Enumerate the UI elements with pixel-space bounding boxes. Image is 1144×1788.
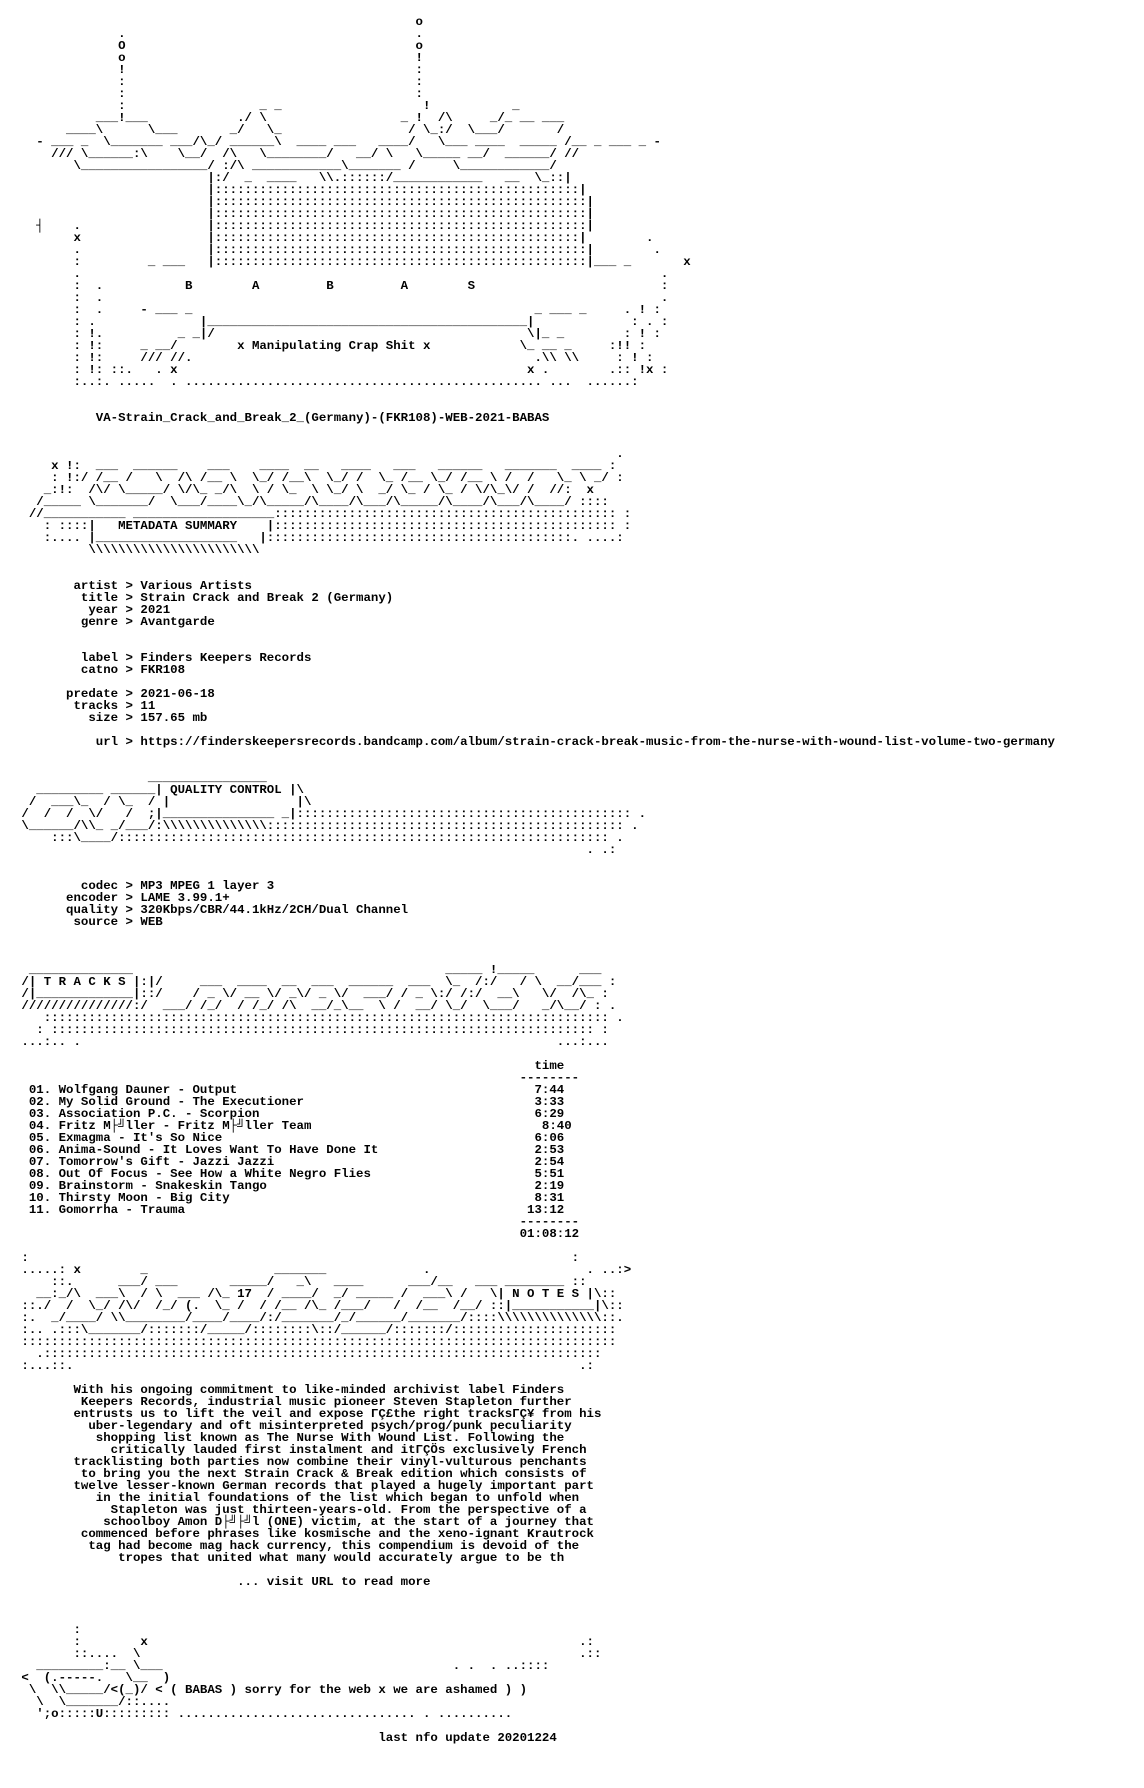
nfo-line: catno > FKR108 [14, 663, 186, 677]
nfo-line: |:/ _ ____ \\.::::::/____________ __ \_::| [14, 171, 572, 185]
nfo-line: title > Strain Crack and Break 2 (Germany) [14, 591, 394, 605]
nfo-line: ___!___ ./ \ _ ! /\ _/_ __ ___ [14, 111, 565, 125]
nfo-line: ... visit URL to read more [14, 1575, 431, 1589]
nfo-line: ::. ___/ ___ _____/ _\ ____ ___/__ ___ ________ :: [14, 1275, 587, 1289]
nfo-line: 02. My Solid Ground - The Executioner 3:33 [14, 1095, 565, 1109]
nfo-line: : ::::| METADATA SUMMARY |:::::::::::::::::::::::::::::::::::::::::::::: : [14, 519, 632, 533]
nfo-line: 08. Out Of Focus - See How a White Negro Flies 5:51 [14, 1167, 565, 1181]
nfo-line: : . B A B A S : [14, 279, 669, 293]
nfo-line: size > 157.65 mb [14, 711, 208, 725]
nfo-line: ///////////////:/ ___/ /_/ / /_/ /\ __/_\__ \ / __/ \_/ \___/ _/\__/ : . [14, 999, 617, 1013]
nfo-line: |::::::::::::::::::::::::::::::::::::::::::::::::::| [14, 195, 594, 209]
nfo-line: 11. Gomorrha - Trauma 13:12 [14, 1203, 565, 1217]
nfo-line: /|_____________|::/ / _ \/ __ \/ _\/ _ \/ ___/ / _ \:/ /:/ __\ \/ /\_ : [14, 987, 609, 1001]
nfo-line: \\\\\\\\\\\\\\\\\\\\\\\ [14, 543, 260, 557]
nfo-line: tropes that united what many would accurately argue to be th [14, 1551, 565, 1565]
nfo-line: : [14, 1623, 81, 1637]
nfo-line: 06. Anima-Sound - It Loves Want To Have Done It 2:53 [14, 1143, 565, 1157]
nfo-line: . .: [14, 843, 617, 857]
nfo-line: schoolboy Amon D├╝├╝l (ONE) victim, at the start of a journey that [14, 1515, 594, 1529]
nfo-line: last nfo update 20201224 [14, 1731, 557, 1744]
nfo-line: :. _/____/ \\________/____/____/:/_______/_/______/_______/::::\\\\\\\\\\\\\\::. [14, 1311, 624, 1325]
nfo-line: : . - ___ _ _ ___ _ . ! : [14, 303, 661, 317]
nfo-line: : !. _ _|/ \|_ _ : ! : [14, 327, 661, 341]
nfo-line: : : [14, 1251, 580, 1265]
nfo-line: tracks > 11 [14, 699, 156, 713]
nfo-line: : . . [14, 291, 669, 305]
nfo-line: ::./ / \_/ /\/ /_/ (. \_ / / /__ /\_ /___/ / /__ /__/ ::|___________|\:: [14, 1299, 624, 1313]
nfo-line: Stapleton was just thirteen-years-old. From the perspective of a [14, 1503, 587, 1517]
nfo-line: _________:__ \___ . . . ..:::: [14, 1659, 550, 1673]
nfo-line: : : [14, 75, 423, 89]
nfo-line: 01:08:12 [14, 1227, 580, 1241]
nfo-line: O o [14, 39, 423, 53]
nfo-line: / ___\_ / \_ / | |\ [14, 795, 312, 809]
nfo-line: . . [14, 27, 423, 41]
nfo-line: :..:. ..... . ................................................ ... ......: [14, 375, 639, 389]
nfo-line: uber-legendary and oft misinterpreted psych/prog/punk peculiarity [14, 1419, 572, 1433]
nfo-line: codec > MP3 MPEG 1 layer 3 [14, 879, 275, 893]
nfo-line: _:!: /\/ \_____/ \/\_ _/\ \ / \_ \ \_/ \ _/ \_ / \_ / \/\_\/ / //: x [14, 483, 594, 497]
nfo-line: predate > 2021-06-18 [14, 687, 215, 701]
nfo-line: - ___ _ \_______ ___/\_/ ______\ ____ ___ ____/ \___ ____ _____ /__ _ ___ _ - [14, 135, 661, 149]
nfo-line: /_____ \_______/ \___/____\_/\_____/\____/\___/\_____/\____/\___/\____/ :::: [14, 495, 609, 509]
nfo-line: .::::::::::::::::::::::::::::::::::::::::::::::::::::::::::::::::::::::::::: [14, 1347, 602, 1361]
nfo-line: entrusts us to lift the veil and expose ΓÇ£the right tracksΓÇ¥ from his [14, 1407, 602, 1421]
nfo-line: ┤ . |::::::::::::::::::::::::::::::::::::::::::::::::::| [14, 219, 594, 233]
nfo-line: 09. Brainstorm - Snakeskin Tango 2:19 [14, 1179, 565, 1193]
nfo-line: \_________________/ :/\ ____________\_______ / \____________/ [14, 159, 557, 173]
nfo-line: critically lauded first instalment and itΓÇÖs exclusively French [14, 1443, 587, 1457]
nfo-line: x !: ___ ______ ___ ____ __ ____ ___ ______ _______ ____ : [14, 459, 617, 473]
nfo-line: __:_/\ ___\ / \ ___ /\_ 17 / ____/ _/ _____ / ___\ / \| N O T E S |\:: [14, 1287, 617, 1301]
nfo-line: time [14, 1059, 565, 1073]
nfo-line: source > WEB [14, 915, 163, 929]
nfo-text-block [0, 4, 1144, 1744]
nfo-line: : _ _ ! _ [14, 99, 520, 113]
nfo-line: With his ongoing commitment to like-minded archivist label Finders [14, 1383, 565, 1397]
nfo-line: . |::::::::::::::::::::::::::::::::::::::::::::::::::| . [14, 243, 661, 257]
nfo-line: x |:::::::::::::::::::::::::::::::::::::::::::::::::| . [14, 231, 654, 245]
nfo-line: label > Finders Keepers Records [14, 651, 312, 665]
nfo-line: ...:.. . ...:... [14, 1035, 609, 1049]
nfo-line: o ! [14, 51, 423, 65]
nfo-line: |:::::::::::::::::::::::::::::::::::::::::::::::::| [14, 183, 587, 197]
nfo-line: :...::. .: [14, 1359, 594, 1373]
nfo-line: url > https://finderskeepersrecords.bandcamp.com/album/strain-crack-break-music-from-the-nurse-with-wound-list-volume-two-germany [14, 735, 1055, 749]
nfo-line: tag had become mag hack currency, this compendium is devoid of the [14, 1539, 580, 1553]
nfo-line: VA-Strain_Crack_and_Break_2_(Germany)-(FKR108)-WEB-2021-BABAS [14, 411, 550, 425]
nfo-line: 04. Fritz M├╝ller - Fritz M├╝ller Team 8:40 [14, 1119, 572, 1133]
nfo-line: : : [14, 87, 423, 101]
nfo-line: encoder > LAME 3.99.1+ [14, 891, 230, 905]
nfo-line: .....: x _ _______ . . ..:> [14, 1263, 632, 1277]
nfo-line: ________________ [14, 771, 267, 785]
nfo-line: 05. Exmagma - It's So Nice 6:06 [14, 1131, 565, 1145]
nfo-line: \ \_______/::.... [14, 1695, 178, 1709]
nfo-line: : _ ___ |::::::::::::::::::::::::::::::::::::::::::::::::::|___ _ x [14, 255, 691, 269]
nfo-line: tracklisting both parties now combine their vinyl-vulturous penchants [14, 1455, 587, 1469]
nfo-line: artist > Various Artists [14, 579, 252, 593]
nfo-line: in the initial foundations of the list which began to unfold when [14, 1491, 580, 1505]
nfo-line: quality > 320Kbps/CBR/44.1kHz/2CH/Dual Channel [14, 903, 409, 917]
nfo-line: : ::::::::::::::::::::::::::::::::::::::::::::::::::::::::::::::::::::::::: : [14, 1023, 609, 1037]
nfo-line: o [14, 15, 423, 29]
nfo-line: . [14, 447, 624, 461]
nfo-line: / / / \/ / ;|_______________ _|::::::::::::::::::::::::::::::::::::::::::::: . [14, 807, 647, 821]
nfo-line: commenced before phrases like kosmische and the xeno-ignant Krautrock [14, 1527, 594, 1541]
nfo-line: : x .: [14, 1635, 594, 1649]
nfo-line: /// \______:\ \__/ /\ \________/ __/ \ \_____ __/ ______/ // [14, 147, 580, 161]
nfo-line: ____\ \___ _/ \_ / \_:/ \___/ / [14, 123, 565, 137]
nfo-line: |::::::::::::::::::::::::::::::::::::::::::::::::::| [14, 207, 594, 221]
nfo-line: to bring you the next Strain Crack & Break edition which consists of [14, 1467, 587, 1481]
nfo-line: 01. Wolfgang Dauner - Output 7:44 [14, 1083, 565, 1097]
nfo-line: twelve lesser-known German records that played a hugely important part [14, 1479, 594, 1493]
nfo-line: . . [14, 267, 669, 281]
nfo-line: \______/\\_ _/___/:\\\\\\\\\\\\\\:::::::::::::::::::::::::::::::::::::::::::::::: . [14, 819, 639, 833]
nfo-line: : !: /// //. .\\ \\ : ! : [14, 351, 654, 365]
nfo-line: Keepers Records, industrial music pioneer Steven Stapleton further [14, 1395, 572, 1409]
nfo-line: -------- [14, 1215, 580, 1229]
nfo-line: /| T R A C K S |:|/ ___ ____ __ ___ ______ ___ \_ /:/ / \ __/___ : [14, 975, 617, 989]
nfo-line: :::::::::::::::::::::::::::::::::::::::::::::::::::::::::::::::::::::::::::: . [14, 1011, 624, 1025]
nfo-line: < (.-----. \__ ) [14, 1671, 171, 1685]
nfo-line: 07. Tomorrow's Gift - Jazzi Jazzi 2:54 [14, 1155, 565, 1169]
nfo-line: :::::::::::::::::::::::::::::::::::::::::::::::::::::::::::::::::::::::::::::::: [14, 1335, 617, 1349]
nfo-line: :.. .:::\_______/:::::::/_____/::::::::\::/______/:::::::/:::::::::::::::::::::: [14, 1323, 617, 1337]
nfo-line: ';o:::::U::::::::: ................................ . .......... [14, 1707, 513, 1721]
nfo-line: _________ ______| QUALITY CONTROL |\ [14, 783, 304, 797]
nfo-line: genre > Avantgarde [14, 615, 215, 629]
nfo-line: \ \\_____/<(_)/ < ( BABAS ) sorry for the web x we are ashamed ) ) [14, 1683, 528, 1697]
nfo-line: : !: _ __/ x Manipulating Crap Shit x \_ __ _ :!! : [14, 339, 647, 353]
nfo-line: //___________ ___________________:::::::::::::::::::::::::::::::::::::::::::::: : [14, 507, 632, 521]
nfo-line: ::.... \ .:: [14, 1647, 602, 1661]
nfo-line: 10. Thirsty Moon - Big City 8:31 [14, 1191, 565, 1205]
nfo-line: 03. Association P.C. - Scorpion 6:29 [14, 1107, 565, 1121]
nfo-line: : !:/ /__ / \ /\ /__ \ \_/ /__\ \_/ / \_ /__ \_/ /__ \ / / \_ \ _/ : [14, 471, 624, 485]
nfo-line: ! : [14, 63, 423, 77]
nfo-line: : !: ::. . x x . .:: !x : [14, 363, 669, 377]
nfo-line: : . |___________________________________________| : . : [14, 315, 669, 329]
nfo-line: :.... |___________________ |:::::::::::::::::::::::::::::::::::::::::. ....: [14, 531, 624, 545]
nfo-line [14, 1612, 1144, 1624]
nfo-line: :::\____/:::::::::::::::::::::::::::::::::::::::::::::::::::::::::::::::::: . [14, 831, 624, 845]
nfo-line: -------- [14, 1071, 580, 1085]
nfo-line: ______________ _____ !_____ ___ [14, 963, 602, 977]
nfo-line: shopping list known as The Nurse With Wound List. Following the [14, 1431, 565, 1445]
nfo-line: year > 2021 [14, 603, 171, 617]
